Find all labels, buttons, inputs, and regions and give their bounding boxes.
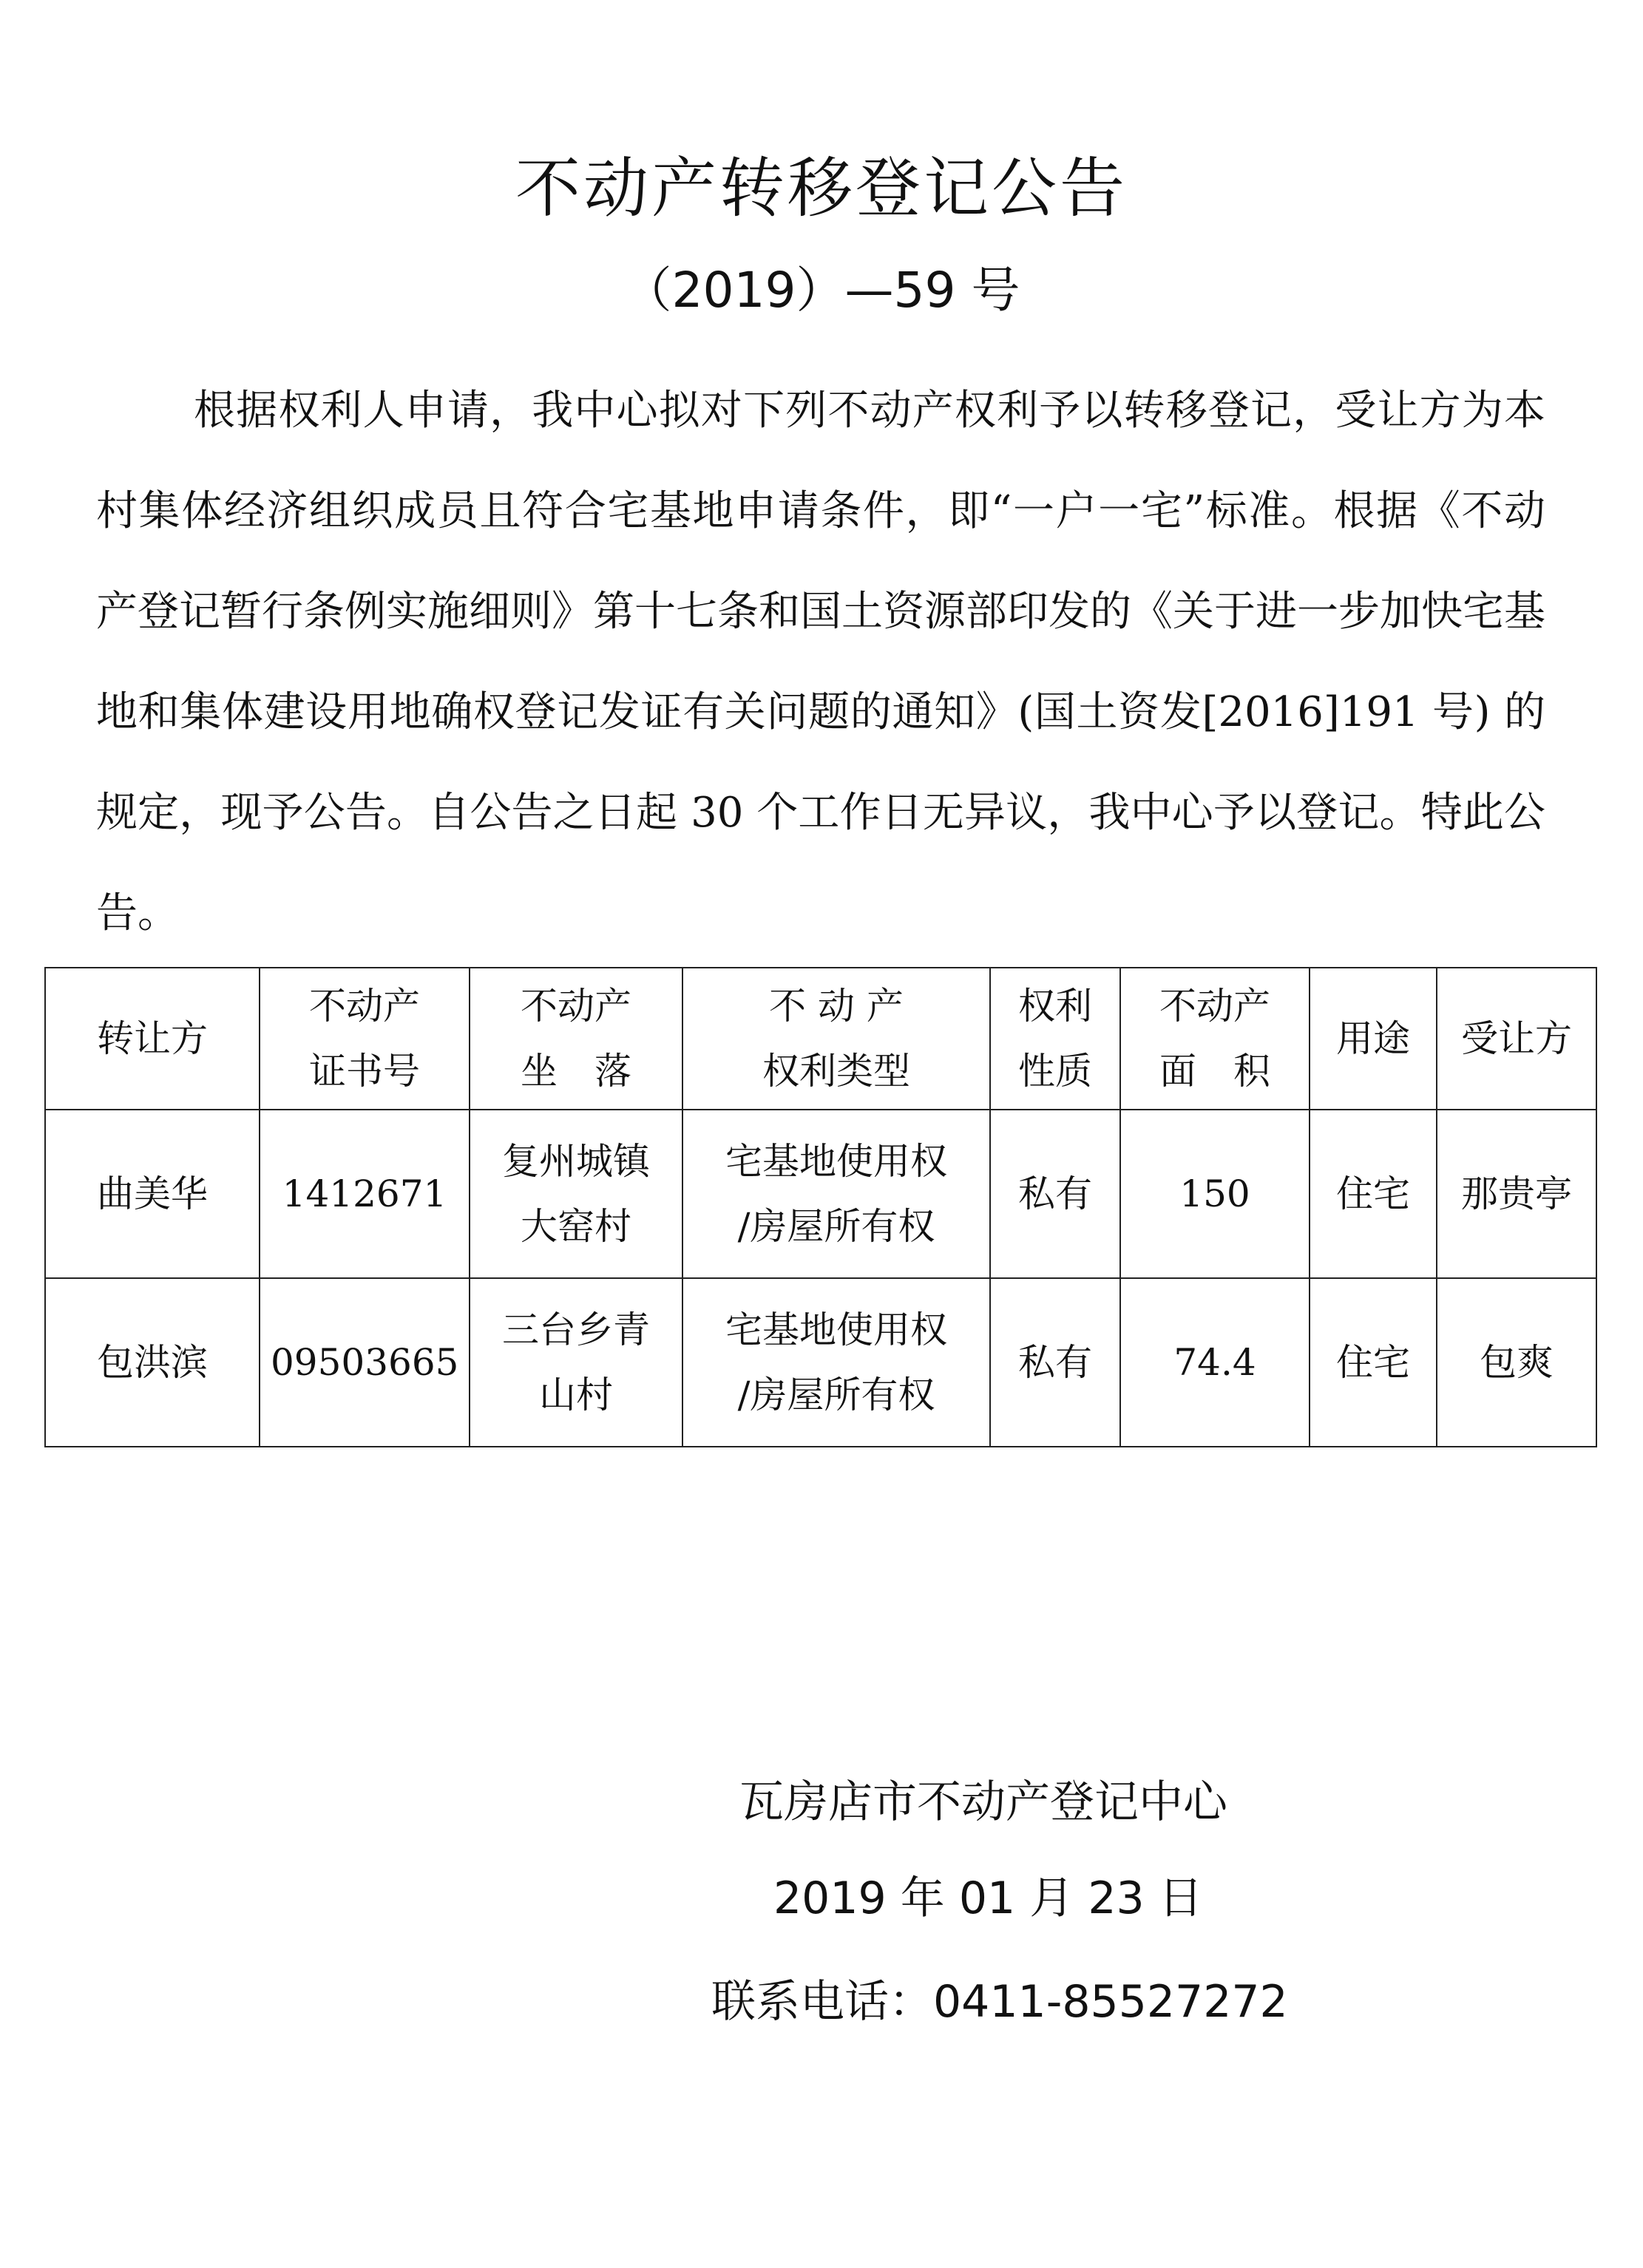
header-right-type: 不 动 产 权利类型: [682, 968, 990, 1110]
issuing-organization: 瓦房店市不动产登记中心: [739, 1776, 1227, 1828]
document-number: （2019）—59 号: [623, 262, 1020, 319]
property-transfer-table: [44, 967, 1597, 1447]
issue-date: 2019 年 01 月 23 日: [773, 1873, 1203, 1924]
cell-area: 74.4: [1120, 1278, 1310, 1447]
cell-location: 复州城镇 大窑村: [470, 1110, 682, 1278]
cell-transferor: 包洪滨: [45, 1278, 260, 1447]
cell-right-type: 宅基地使用权 /房屋所有权: [682, 1278, 990, 1447]
header-right-nature: 权利 性质: [990, 968, 1120, 1110]
cell-location: 三台乡青 山村: [470, 1278, 682, 1447]
table-row: [45, 1278, 1596, 1447]
cell-certificate-number: 09503665: [260, 1278, 470, 1447]
table-header-row: [45, 968, 1596, 1110]
cell-right-type: 宅基地使用权 /房屋所有权: [682, 1110, 990, 1278]
header-certificate-number: 不动产 证书号: [260, 968, 470, 1110]
table-row: [45, 1110, 1596, 1278]
cell-certificate-number: 1412671: [260, 1110, 470, 1278]
cell-transferor: 曲美华: [45, 1110, 260, 1278]
header-transferee: 受让方: [1437, 968, 1596, 1110]
cell-transferee: 包爽: [1437, 1278, 1596, 1447]
header-transferor: 转让方: [45, 968, 260, 1110]
cell-usage: 住宅: [1310, 1278, 1437, 1447]
notice-body-paragraph: 根据权利人申请，我中心拟对下列不动产权利予以转移登记，受让方为本村集体经济组织成员且符合宅基地申请条件，即“一户一宅”标准。根据《不动产登记暂行条例实施细则》第十七条和国土资源部印发的《关于进一步加快宅基地和集体建设用地确权登记发证有关问题的通知》(国土资发[2016]191 号) 的规定，现予公告。自公告之日起 30 个工作日无异议，我中心予以登记。特此公告。: [96, 387, 1545, 937]
header-location: 不动产 坐 落: [470, 968, 682, 1110]
property-transfer-table-container: [44, 967, 1596, 1447]
cell-right-nature: 私有: [990, 1278, 1120, 1447]
header-area: 不动产 面 积: [1120, 968, 1310, 1110]
cell-transferee: 那贵亭: [1437, 1110, 1596, 1278]
cell-right-nature: 私有: [990, 1110, 1120, 1278]
contact-phone: 联系电话：0411-85527272: [711, 1976, 1288, 2028]
header-usage: 用途: [1310, 968, 1437, 1110]
cell-area: 150: [1120, 1110, 1310, 1278]
cell-usage: 住宅: [1310, 1110, 1437, 1278]
notice-title: 不动产转移登记公告: [515, 150, 1128, 226]
